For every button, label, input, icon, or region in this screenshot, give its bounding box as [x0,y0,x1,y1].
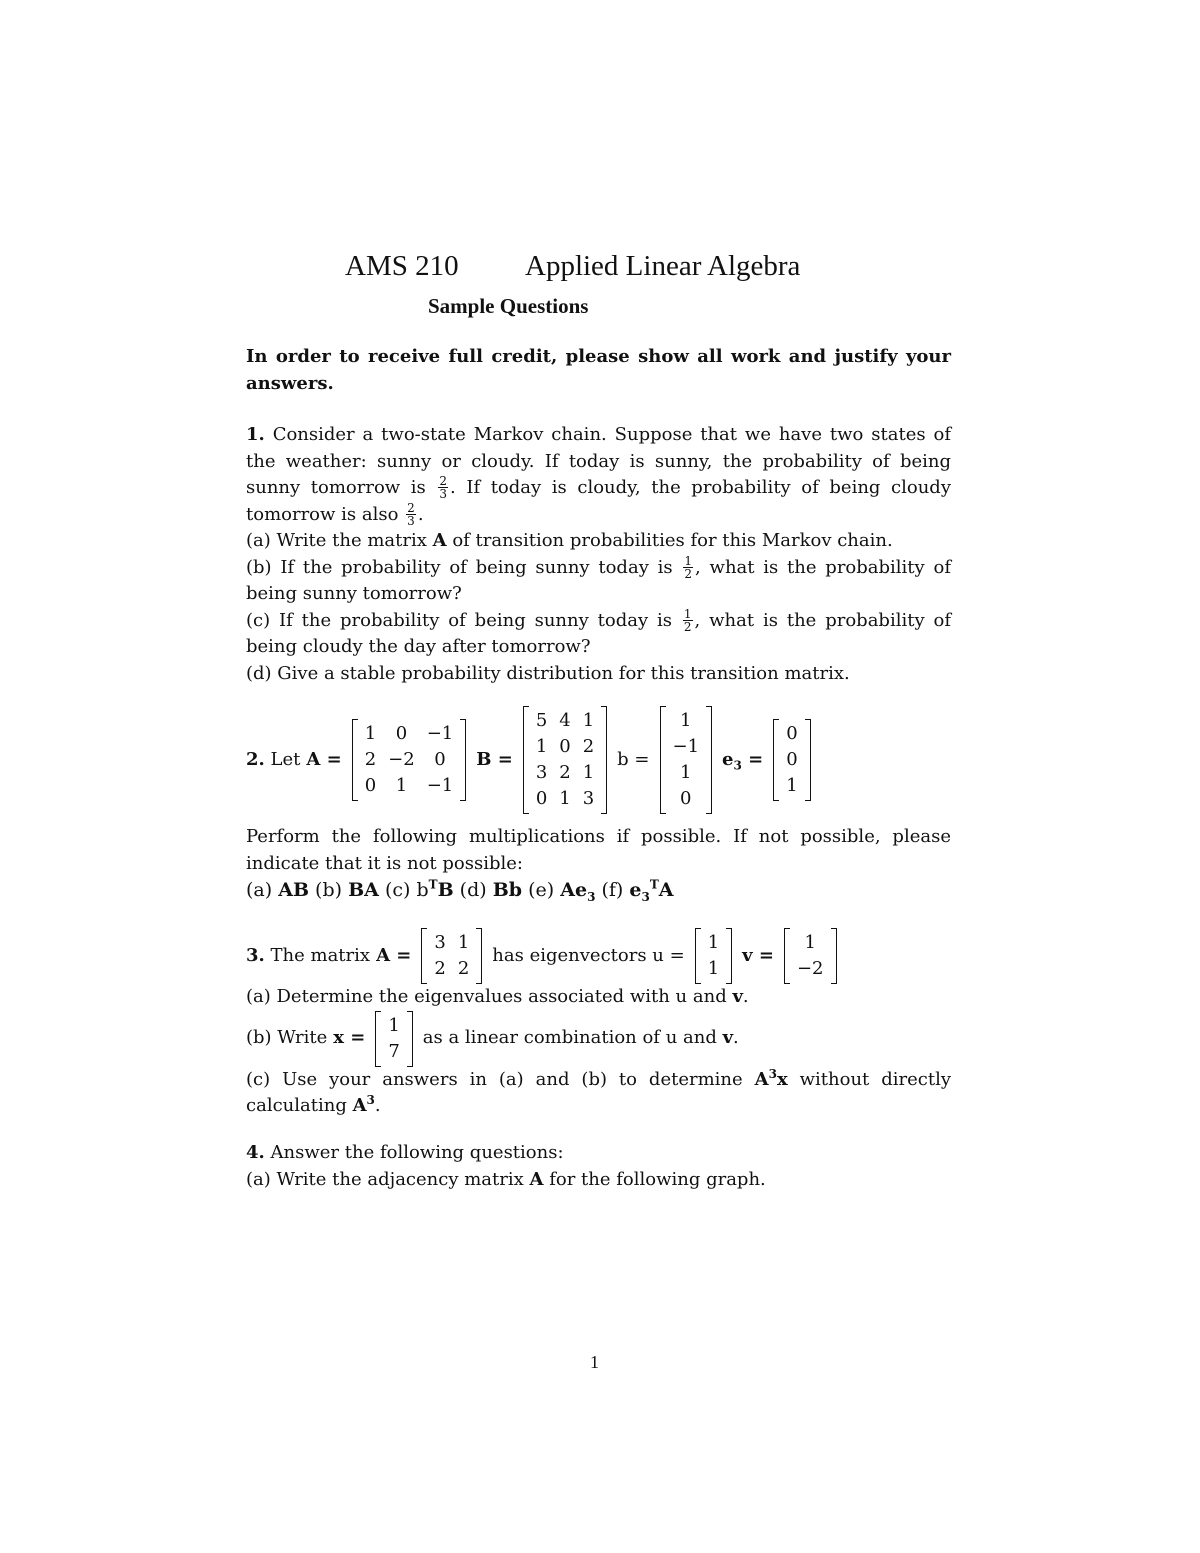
course-code: AMS 210 [345,250,459,282]
matrix-entry: 3 [535,762,548,783]
vector-u [695,928,732,984]
matrix-entry: 4 [559,710,571,731]
fraction: $\frac{1}{2}$ [683,606,692,634]
matrix-entry: 1 [582,762,595,783]
matrix-B [523,706,607,814]
page-number: 1 [590,1352,599,1372]
matrix-entry: 0 [559,736,571,757]
q3-part-b: (b) Write x = 1 7 as a linear combination of u and v. [246,1011,951,1067]
matrix-entry: −1 [426,775,454,796]
matrix-A-2x2 [421,928,482,984]
matrix-entry: 7 [388,1040,400,1062]
matrix-entry: 1 [364,723,377,744]
matrix-entry: 2 [434,958,446,979]
fraction: $\frac{2}{3}$ [439,474,448,502]
matrix-entry: 3 [434,932,446,953]
matrix-entry: 1 [786,775,798,796]
matrix-entry: −2 [796,958,824,979]
matrix-entry: 1 [804,932,816,953]
matrix-entry: 1 [395,775,408,796]
q4-part-a: (a) Write the adjacency matrix A for the following graph. [246,1168,766,1190]
q1-number: 1. [246,424,265,445]
matrix-entry: −1 [672,736,700,757]
matrix-entry: 2 [457,958,470,979]
question-3 [246,928,951,1120]
matrix-A [352,719,467,801]
matrix-entry: 0 [786,723,798,744]
matrix-entry: 2 [582,736,595,757]
q3-part-a: (a) Determine the eigenvalues associated with u and v. [246,986,749,1007]
q4-intro: 4. Answer the following questions: [246,1142,564,1163]
q2-instructions: Perform the following multiplications if possible. If not possible, please indicate that it is not possible: [246,826,951,874]
matrix-entry: 1 [680,762,692,783]
vector-x [375,1011,412,1067]
matrix-entry: 0 [395,723,408,744]
q2-matrices: 2. Let A = 1 0 −1 2 −2 0 0 1 −1 B = 5 4 1 1 0 2 3 2 1 0 1 3 b = 1 −1 1 0 $e_3$ = 0 0 1 [246,706,951,814]
matrix-entry: 2 [364,749,377,770]
q1-part-b: (b) If the probability of being sunny today is $\frac{1}{2}$ , what is the probability of being sunny tomorrow? [246,553,951,604]
matrix-entry: 1 [457,932,470,953]
question-2 [246,706,951,904]
q1-part-c: (c) If the probability of being sunny today is $\frac{1}{2}$ , what is the probability of being cloudy the day after tomorrow? [246,606,951,657]
matrix-entry: 0 [364,775,377,796]
subtitle: Sample Questions [428,294,589,318]
matrix-entry: 5 [535,710,548,731]
matrix-entry: 1 [707,958,720,979]
matrix-entry: 0 [680,788,692,809]
vector-b [660,706,713,814]
instructions: In order to receive full credit, please show all work and justify your answers. [246,346,951,394]
q3-matrices: 3. The matrix A = 3 1 2 2 has eigenvectors u = 1 1 v = 1 −2 [246,928,951,984]
matrix-entry: 1 [535,736,548,757]
matrix-entry: 0 [434,749,446,770]
matrix-entry: 1 [707,932,720,953]
matrix-entry: 0 [786,749,798,770]
course-title [345,250,865,283]
q1-part-a: (a) Write the matrix A of transition probabilities for this Markov chain. [246,530,893,551]
q1-part-d: (d) Give a stable probability distribution for this transition matrix. [246,662,850,684]
question-4 [246,1140,951,1193]
q2-parts: (a) AB (b) BA (c) $b^TB$ (d) Bb (e) $Ae_3$ (f) $e_3^TA$ [246,877,674,904]
fraction: $\frac{1}{2}$ [684,553,693,581]
vector-v [784,928,837,984]
matrix-entry: 1 [388,1014,400,1036]
matrix-entry: −2 [388,749,415,770]
fraction: $\frac{2}{3}$ [407,500,415,528]
matrix-entry: 1 [559,788,571,809]
matrix-entry: 0 [535,788,548,809]
matrix-entry: 2 [559,762,571,783]
vector-e3 [773,719,810,801]
q3-part-c: (c) Use your answers in (a) and (b) to determine $A^3x$ without directly calculating $A^3$. [246,1066,952,1116]
matrix-entry: 1 [582,710,595,731]
question-1 [246,422,951,687]
q1-intro: 1. Consider a two-state Markov chain. Suppose that we have two states of the weather: sunny or cloudy. If today is sunny, the probability of being sunny tomorrow is $\frac{2}{3}$ . If today is cloudy, the probability of being cloudy tomorrow is also $\frac{2}{3}$ . [246,424,951,528]
matrix-entry: 3 [582,788,595,809]
matrix-entry: 1 [680,710,692,731]
matrix-entry: −1 [426,723,454,744]
course-name: Applied Linear Algebra [525,250,801,282]
